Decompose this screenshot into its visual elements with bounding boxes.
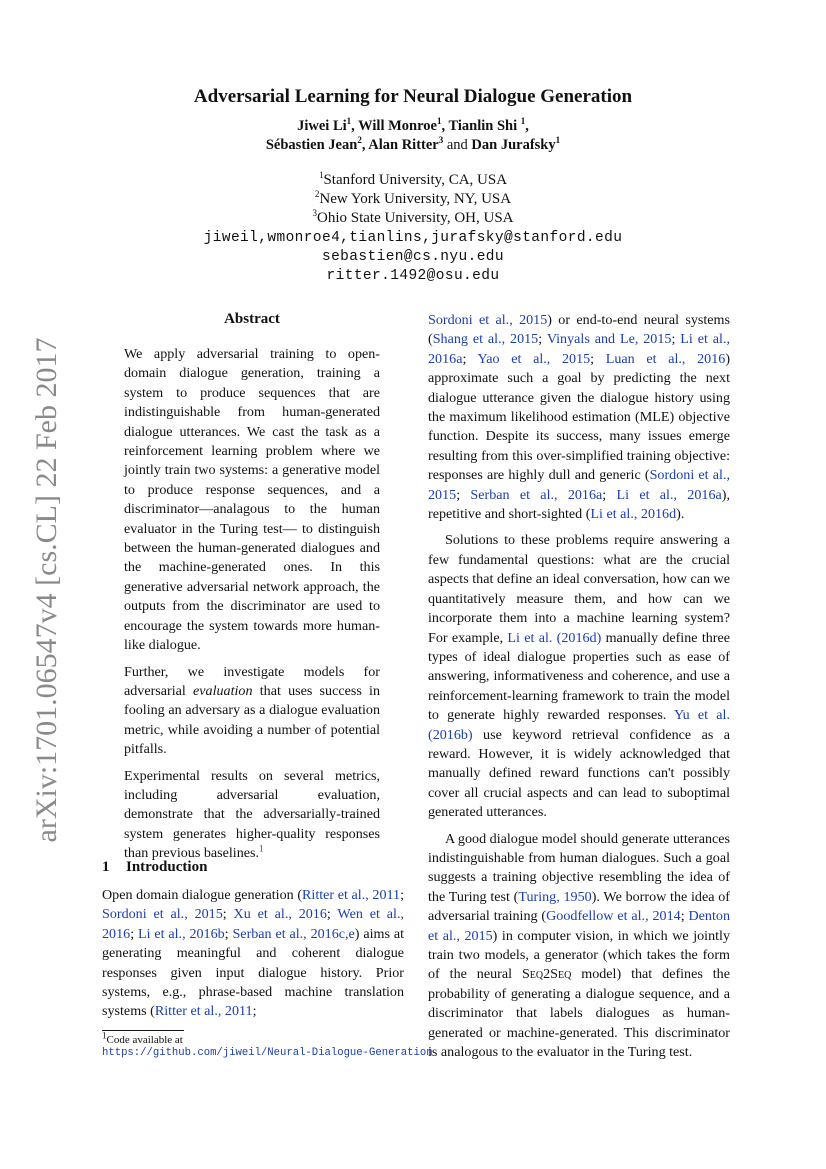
- abstract-paragraph-1: We apply adversarial training to open-domain dialogue generation, training a system to produce sequences that are indistinguishable from human-generated dialogue utterances. We cast the task as a reinforcement learning problem where we jointly train two systems: a generative model to produce response sequences, and a discriminator—analagous to the human evaluator in the Turing test— to distinguish between the human-generated dialogues and the machine-generated ones. In this generative adversarial network approach, the outputs from the discriminator are used to encourage the system towards more human-like dialogue.: [124, 346, 380, 654]
- abstract-paragraph-2: Further, we investigate models for adversarial evaluation that uses success in fooling an adversary as a dialogue evaluation metric, while avoiding a number of potential pitfalls.: [124, 663, 380, 758]
- citation-link[interactable]: Denton et al., 2015: [428, 908, 730, 944]
- citation-link[interactable]: Turing, 1950: [518, 888, 592, 905]
- citation-link[interactable]: Yao et al., 2015: [477, 350, 591, 367]
- citation-link[interactable]: Li et al., 2016d: [590, 506, 677, 523]
- intro-paragraph-2: Solutions to these problems require answering a few fundamental questions: what are the crucial aspects that define an ideal conversation, how can we quantitatively measure them, and how can we incorporate them into a machine learning system? For example, Li et al. (2016d) manually define three types of ideal dialogue properties such as ease of answering, informativeness and coherence, and use a reinforcement-learning framework to train the model to generate highly rewarded responses. Yu et al. (2016b) use keyword retrieval confidence as a reward. However, it is widely acknowledged that manually defined reward functions can't possibly cover all crucial aspects and can lead to suboptimal generated utterances.: [428, 532, 730, 821]
- footnote-rule: [102, 1030, 184, 1031]
- citation-link[interactable]: Serban et al., 2016a: [470, 486, 603, 503]
- abstract-body: [124, 345, 380, 871]
- author-li: Jiwei Li: [297, 118, 347, 134]
- affiliation-3: $^3$Ohio State University, OH, USA: [312, 208, 514, 226]
- citation-link[interactable]: Li et al., 2016b: [137, 925, 225, 942]
- citation-link[interactable]: Sordoni et al., 2015: [102, 906, 223, 923]
- arxiv-sidebar-stamp: arXiv:1701.06547v4 [cs.CL] 22 Feb 2017: [30, 337, 63, 843]
- abstract-paragraph-3: Experimental results on several metrics, including adversarial evaluation, demonstrate that the adversarially-trained system generates higher-quality responses than previous baselines.$^1$: [124, 767, 380, 862]
- citation-link[interactable]: Goodfellow et al., 2014: [546, 908, 681, 925]
- author-jean: Sébastien Jean: [265, 137, 358, 153]
- footnote-marker[interactable]: 1: [259, 843, 264, 854]
- citation-link[interactable]: Shang et al., 2015: [432, 331, 539, 348]
- email-1: jiweil,wmonroe4,tianlins,jurafsky@stanford.edu: [203, 230, 623, 246]
- affiliation-2: $^2$New York University, NY, USA: [314, 189, 512, 207]
- citation-link[interactable]: Li et al. (2016d): [507, 629, 602, 646]
- intro-paragraph-1: Open domain dialogue generation (Ritter et al., 2011; Sordoni et al., 2015; Xu et al., 2016; Wen et al., 2016; Li et al., 2016b; Serban et al., 2016c,e) aims at generating meaningful and coherent dialogue responses given input dialogue history. Prior systems, e.g., phrase-based machine translation systems (Ritter et al., 2011;: [102, 887, 404, 1020]
- citation-link[interactable]: Ritter et al., 2011: [154, 1003, 253, 1020]
- citation-link[interactable]: Luan et al., 2016: [605, 350, 726, 367]
- citation-link[interactable]: Li et al., 2016a: [616, 486, 722, 503]
- citation-link[interactable]: Sordoni et al., 2015: [428, 312, 548, 328]
- intro-paragraph-3: A good dialogue model should generate utterances indistinguishable from human dialogues. Such a goal suggests a training objective resembling the idea of the Turing test (Turing, 1950). We borrow the idea of adversarial training (Goodfellow et al., 2014; Denton et al., 2015) in computer vision, in which we jointly train two models, a generator (which takes the form of the neural Seq2Seq model) that defines the probability of generating a dialogue sequence, and a discriminator that labels dialogues as human-generated or machine-generated. This discriminator is analogous to the evaluator in the Turing test.: [428, 830, 730, 1061]
- author-jurafsky: Dan Jurafsky: [471, 137, 556, 153]
- abstract-heading: Abstract: [224, 311, 280, 327]
- citation-link[interactable]: Serban et al., 2016c,e: [232, 925, 355, 942]
- citation-link[interactable]: Vinyals and Le, 2015: [546, 331, 672, 348]
- citation-link[interactable]: Li et al., 2016a: [428, 331, 731, 367]
- author-ritter: Alan Ritter: [368, 137, 439, 153]
- footnote-text: $^1$Code available at: [102, 1030, 183, 1046]
- author-line-1: Jiwei Li$^1$, Will Monroe$^1$, Tianlin Shi $^1$,: [297, 116, 529, 134]
- citation-link[interactable]: Yu et al. (2016b): [428, 707, 730, 743]
- citation-link[interactable]: Xu et al., 2016: [233, 906, 327, 923]
- author-monroe: Will Monroe: [358, 118, 437, 134]
- affiliation-1: $^1$Stanford University, CA, USA: [318, 170, 508, 188]
- email-2: sebastien@cs.nyu.edu: [321, 249, 505, 265]
- intro-right-column: [428, 311, 730, 1069]
- intro-paragraph-cont: Sordoni et al., 2015) or end-to-end neural systems (Shang et al., 2015; Vinyals and Le, 2015; Li et al., 2016a; Yao et al., 2015; Luan et al., 2016) approximate such a goal by predicting the next dialogue utterance given the dialogue history using the maximum likelihood estimation (MLE) objective function. Despite its success, many issues emerge resulting from this over-simplified training objective: responses are highly dull and generic (Sordoni et al., 2015; Serban et al., 2016a; Li et al., 2016a), repetitive and short-sighted (Li et al., 2016d).: [428, 312, 731, 523]
- author-shi: Tianlin Shi: [448, 118, 518, 134]
- citation-link[interactable]: Ritter et al., 2011: [302, 887, 401, 903]
- author-line-2: Sébastien Jean$^2$, Alan Ritter$^3$ and Dan Jurafsky$^1$: [265, 135, 561, 153]
- intro-left-column: [102, 886, 404, 1029]
- email-3: ritter.1492@osu.edu: [326, 268, 500, 284]
- citation-link[interactable]: Sordoni et al., 2015: [428, 467, 730, 503]
- footnote-url-link[interactable]: https://github.com/jiweil/Neural-Dialogue-Generation: [102, 1047, 433, 1059]
- citation-link[interactable]: Wen et al., 2016: [102, 906, 404, 942]
- section-heading-introduction: 1 Introduction: [102, 859, 208, 875]
- paper-title: Adversarial Learning for Neural Dialogue Generation: [193, 86, 633, 107]
